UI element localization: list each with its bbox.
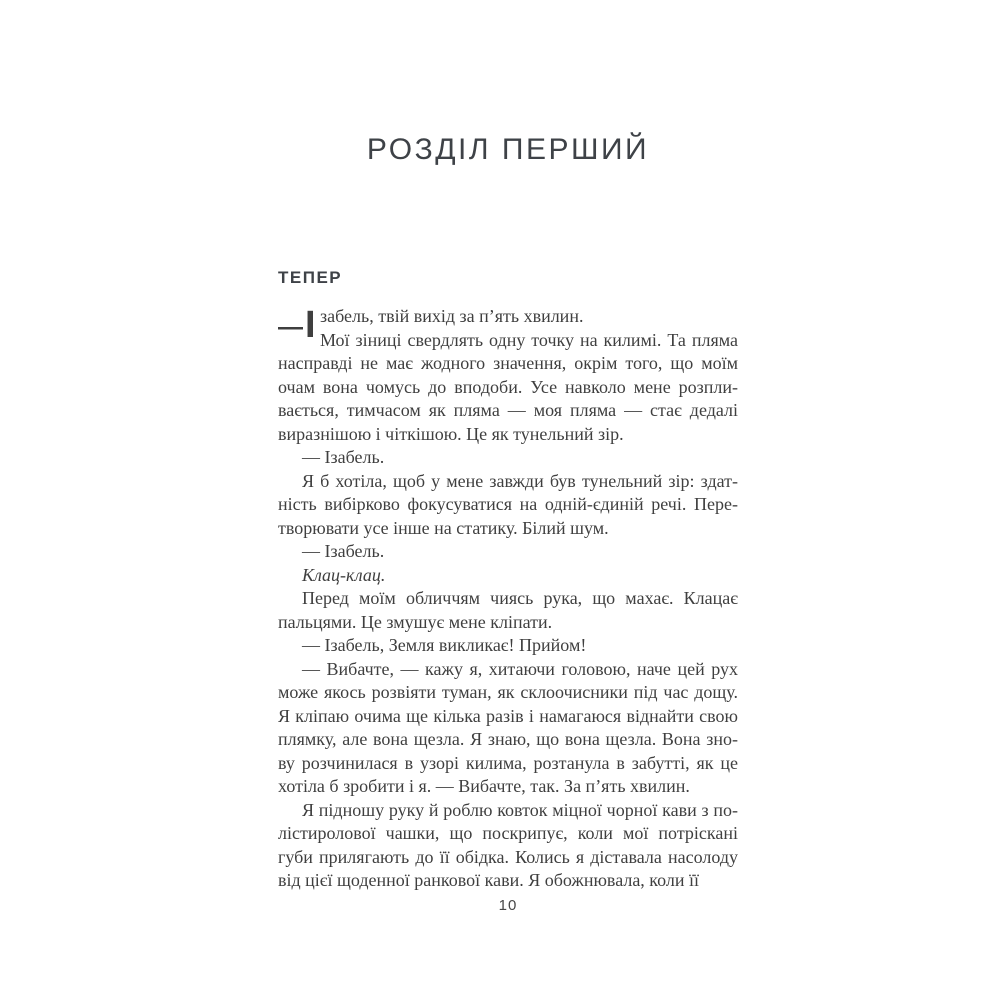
dropcap-letter-i: І	[305, 304, 316, 346]
body-line: Я кліпаю очима ще кілька разів і намагаюся віднайти свою	[278, 705, 738, 726]
body-line: Я підношу руку й роблю ковток міцної чорної кави з по-	[302, 799, 738, 820]
body-line: плямку, але вона щезла. Я знаю, що вона щезла. Вона зно-	[278, 729, 738, 749]
body-line: ву розчинилася в узорі килима, розтанула в забутті, як це	[278, 752, 738, 773]
body-line: виразнішою і чіткішою. Це як тунельний зір.	[278, 423, 624, 444]
body-line: — Вибачте, — кажу я, хитаючи головою, наче цей рух	[302, 658, 738, 679]
section-header: ТЕПЕР	[278, 268, 343, 287]
dialogue-dash: —	[278, 313, 303, 342]
body-line: хотіла б зробити і я. — Вибачте, так. За п’ять хвилин.	[278, 776, 690, 796]
body-text	[278, 305, 738, 893]
body-line: вається, тимчасом як пляма — моя пляма — стає дедалі	[278, 400, 738, 420]
body-line: забель, твій вихід за п’ять хвилин.	[320, 306, 584, 326]
body-line: — Ізабель.	[302, 541, 385, 561]
body-line: пальцями. Це змушує мене кліпати.	[278, 611, 553, 632]
body-line: Перед моїм обличчям чиясь рука, що махає. Клацає	[302, 588, 738, 608]
body-line: насправді не має жодного значення, окрім того, що моїм	[278, 353, 738, 373]
body-line: Я б хотіла, щоб у мене завжди був тунельний зір: здат-	[302, 470, 738, 491]
chapter-title: РОЗДІЛ ПЕРШИЙ	[366, 133, 650, 166]
body-line: лістиролової чашки, що поскрипує, коли мої потріскані	[278, 823, 738, 843]
body-line: очам вона чомусь до вподоби. Усе навколо мене розпли-	[278, 376, 738, 397]
page-number: 10	[498, 897, 518, 914]
body-line: — Ізабель.	[302, 447, 385, 467]
body-line: може якось розвіяти туман, як склоочисники під час дощу.	[278, 682, 738, 702]
body-line: губи прилягають до її обідка. Колись я діставала насолоду	[278, 846, 738, 867]
body-line: Мої зіниці свердлять одну точку на килимі. Та пляма	[320, 329, 738, 350]
body-line: Клац-клац.	[302, 564, 386, 585]
body-line: — Ізабель, Земля викликає! Прийом!	[302, 635, 587, 655]
body-line: від цієї щоденної ранкової кави. Я обожнювала, коли її	[278, 870, 700, 890]
body-line: творювати усе інше на статику. Білий шум.	[278, 517, 609, 538]
dropcap-block	[278, 305, 320, 351]
body-line: ність вибірково фокусуватися на одній-єдиній речі. Пере-	[278, 494, 738, 514]
